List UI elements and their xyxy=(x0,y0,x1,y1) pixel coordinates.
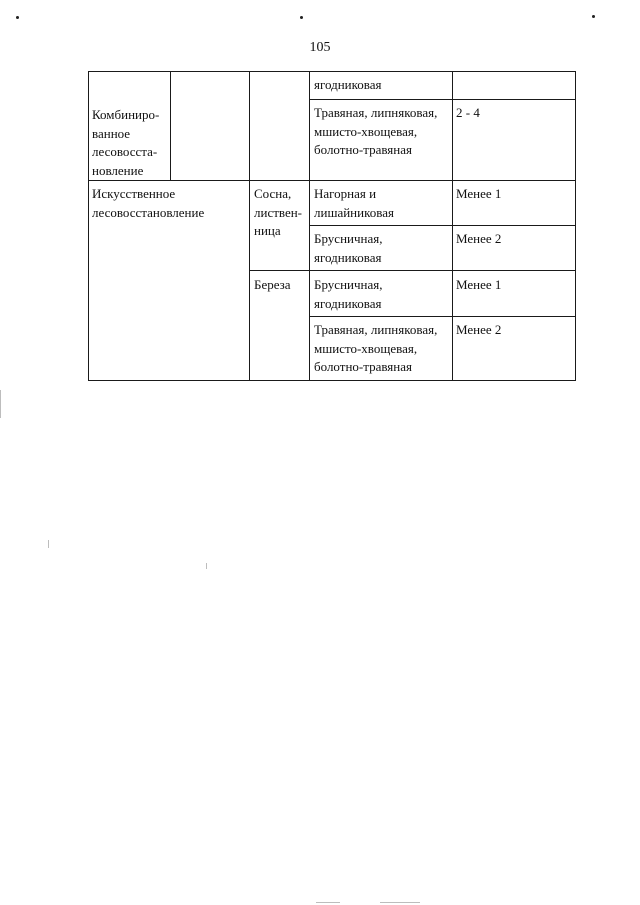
table-rule xyxy=(249,71,250,381)
value-cell: Менее 1 xyxy=(456,186,502,201)
table-rule xyxy=(309,225,575,226)
table-rule xyxy=(309,71,310,381)
forest-type-cell: ягодниковая xyxy=(314,77,382,92)
table-rule xyxy=(309,99,575,100)
value-cell: 2 - 4 xyxy=(456,105,480,120)
scan-mark xyxy=(206,563,207,569)
scan-mark xyxy=(0,390,1,418)
scan-mark xyxy=(316,902,340,903)
scan-speck xyxy=(592,15,595,18)
species-cell: Сосна, листвен- ница xyxy=(254,186,303,238)
table-rule xyxy=(575,71,576,381)
forest-type-cell: Травяная, липняковая, мшисто-хвощевая, болотно-травяная xyxy=(314,322,438,374)
scan-speck xyxy=(16,16,19,19)
forest-type-cell: Брусничная, ягодниковая xyxy=(314,231,383,265)
forest-type-cell: Брусничная, ягодниковая xyxy=(314,277,383,311)
forest-type-cell: Нагорная и лишайниковая xyxy=(314,186,394,220)
scan-mark xyxy=(380,902,420,903)
table-rule xyxy=(88,180,575,181)
forest-type-cell: Травяная, липняковая, мшисто-хвощевая, болотно-травяная xyxy=(314,105,438,157)
table-rule xyxy=(249,270,575,271)
method-cell-artificial: Искусственное лесовосстановление xyxy=(92,186,205,220)
table-rule xyxy=(170,71,171,181)
method-cell-combined: Комбиниро- ванное лесовосста- новление xyxy=(92,107,160,178)
table-rule xyxy=(309,316,575,317)
page-number: 105 xyxy=(309,40,331,55)
table-rule xyxy=(88,380,575,381)
table-rule xyxy=(452,71,453,381)
value-cell: Менее 2 xyxy=(456,231,502,246)
scan-speck xyxy=(300,16,303,19)
scan-mark xyxy=(48,540,49,548)
table-rule xyxy=(88,71,575,72)
value-cell: Менее 1 xyxy=(456,277,502,292)
species-cell: Береза xyxy=(254,277,291,292)
value-cell: Менее 2 xyxy=(456,322,502,337)
table-rule xyxy=(88,71,89,381)
